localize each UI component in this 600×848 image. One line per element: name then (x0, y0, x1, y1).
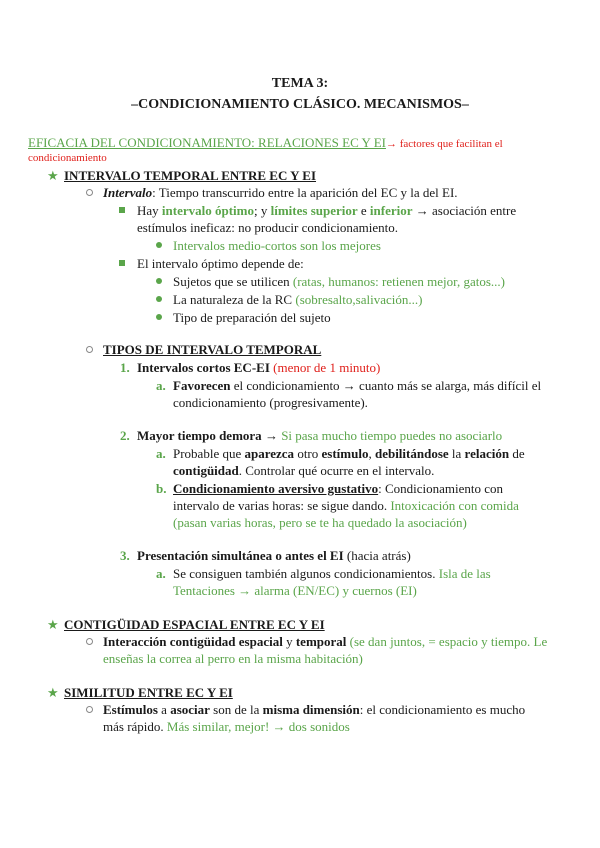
tipo3-bold: Presentación simultánea o antes el EI (137, 548, 344, 563)
hollow-circle-bullet-icon (86, 638, 93, 645)
tipo2b-line3: (pasan varias horas, pero se te ha quedado la asociación) (173, 515, 467, 530)
dot-bullet-icon (156, 242, 162, 248)
dot-bullet-icon (156, 296, 162, 302)
s3-line2-text: más rápido. (103, 719, 167, 734)
def-text: : Tiempo transcurrido entre la aparición del EC y la del EI. (152, 185, 458, 200)
section1-bullet2: El intervalo óptimo depende de: (137, 256, 304, 271)
tipo1-bold: Intervalos cortos EC-EI (137, 360, 270, 375)
s2-bold1: Interacción contigüidad espacial (103, 634, 283, 649)
section2-item-line2: enseñas la correa al perro en la misma habitación) (103, 651, 363, 666)
t2a-b3: debilitándose (374, 446, 449, 461)
section1-heading: INTERVALO TEMPORAL ENTRE EC Y EI (64, 168, 317, 183)
tipo1a-label: a. (156, 378, 166, 393)
tipo2b-line2 (173, 497, 519, 514)
section1-bullet2-sub1 (173, 273, 505, 290)
square-bullet-icon (119, 260, 125, 266)
b2s1-green: (ratas, humanos: retienen mejor, gatos...) (292, 274, 505, 289)
hollow-circle-bullet-icon (86, 189, 93, 196)
tipo2b-label: b. (156, 481, 167, 496)
b1-optimal: intervalo óptimo (161, 203, 254, 218)
section3-item-line2 (103, 718, 350, 735)
tipo1-line (137, 359, 380, 376)
tipo2-line (137, 427, 502, 444)
t2a-e: la (448, 446, 465, 461)
t2b-text: : Condicionamiento con (378, 481, 504, 496)
tipo1a-line (173, 377, 541, 394)
section2-item (103, 633, 547, 650)
section2-heading: CONTIGÜIDAD ESPACIAL ENTRE EC Y EI (64, 617, 325, 632)
t3a-text: Se consiguen también algunos condicionamientos. (173, 566, 439, 581)
hollow-circle-bullet-icon (86, 706, 93, 713)
t2a-line2-text: . Controlar qué ocurre en el intervalo. (238, 463, 435, 478)
section1-bullet1-line2: estímulos ineficaz: no producir condicionamiento. (137, 220, 399, 235)
s3-b: son de la (209, 702, 263, 717)
tipo2a-line2 (173, 462, 434, 479)
b1-text-b: ; y (254, 203, 271, 218)
section3-heading: SIMILITUD ENTRE EC Y EI (64, 685, 233, 700)
b1-text-a: Hay (137, 203, 162, 218)
section3-item (103, 701, 525, 718)
tipos-heading: TIPOS DE INTERVALO TEMPORAL (103, 342, 322, 357)
tipo2-arrow: → (261, 428, 282, 443)
b2s2-green: (sobresalto,salivación...) (295, 292, 423, 307)
dot-bullet-icon (156, 278, 162, 284)
star-bullet-icon: ★ (47, 685, 59, 700)
star-bullet-icon: ★ (47, 617, 59, 632)
section1-bullet2-sub2 (173, 291, 422, 308)
intro-heading: EFICACIA DEL CONDICIONAMIENTO: RELACIONES EC Y EI (28, 135, 386, 150)
dot-bullet-icon (156, 314, 162, 320)
tipo2a-line (173, 445, 525, 462)
s2-green: (se dan juntos, = espacio y tiempo. Le (346, 634, 548, 649)
tipo1a-line2: condicionamiento (progresivamente). (173, 395, 368, 410)
tipo3a-label: a. (156, 566, 166, 581)
s3-c: : el condicionamiento es mucho (359, 702, 526, 717)
square-bullet-icon (119, 207, 125, 213)
t2a-c: otro (294, 446, 322, 461)
tipo2a-label: a. (156, 446, 166, 461)
tipos-num-1: 1. (120, 360, 130, 375)
b2s1-text: Sujetos que se utilicen (173, 274, 293, 289)
hollow-circle-bullet-icon (86, 346, 93, 353)
tipo3-text: (hacia atrás) (343, 548, 411, 563)
tipo1-red: (menor de 1 minuto) (269, 360, 381, 375)
t2a-a: Probable que (173, 446, 245, 461)
section1-definition (103, 184, 458, 201)
star-bullet-icon: ★ (47, 168, 59, 183)
def-term: Intervalo (103, 185, 153, 200)
tipo3a-line2: Tentaciones → alarma (EN/EC) y cuernos (EI) (173, 583, 417, 598)
t2a-f: de (509, 446, 525, 461)
tipo2-green: Si pasa mucho tiempo puedes no asociarlo (281, 428, 503, 443)
tipo1a-bold: Favorecen (173, 378, 231, 393)
t2b-line2-green: Intoxicación con comida (390, 498, 519, 513)
t2a-contiguidad: contigüidad (173, 463, 239, 478)
t2a-b1: aparezca (244, 446, 295, 461)
t2a-b2: estímulo (321, 446, 369, 461)
section1-bullet1 (137, 202, 516, 219)
section1-bullet1-sub: Intervalos medio-cortos son los mejores (173, 238, 381, 253)
tipo2-bold: Mayor tiempo demora (137, 428, 262, 443)
s3-line2-green: Más similar, mejor! → dos sonidos (166, 719, 350, 734)
t2b-line2-text: intervalo de varias horas: se sigue dando. (173, 498, 391, 513)
tipos-num-3: 3. (120, 548, 130, 563)
tipo2b-line (173, 480, 503, 497)
t2b-heading: Condicionamiento aversivo gustativo (173, 481, 379, 496)
tipos-num-2: 2. (120, 428, 130, 443)
s3-b2: asociar (170, 702, 210, 717)
tipo3-line (137, 547, 411, 564)
s2-bold2: temporal (295, 634, 347, 649)
intro-arrow-note-cont: condicionamiento (28, 152, 107, 164)
b2s2-text: La naturaleza de la RC (173, 292, 296, 307)
tipo3a-line (173, 565, 491, 582)
s2-mid: y (282, 634, 296, 649)
t3a-green: Isla de las (438, 566, 491, 581)
s3-b3: misma dimensión (262, 702, 360, 717)
s3-b1: Estímulos (103, 702, 158, 717)
b1-text-d: → asociación entre (412, 203, 517, 218)
b1-text-c: e (357, 203, 370, 218)
title-line-1: TEMA 3: (271, 76, 329, 91)
s3-a: a (157, 702, 171, 717)
title-line-2: –CONDICIONAMIENTO CLÁSICO. MECANISMOS– (131, 97, 469, 112)
t2a-d: , (368, 446, 375, 461)
b1-upper: límites superior (270, 203, 358, 218)
t2a-b4: relación (464, 446, 510, 461)
intro-arrow-note: → factores que facilitan el (385, 138, 503, 150)
tipo1a-text: el condicionamiento → cuanto más se alarga, más difícil el (230, 378, 542, 393)
section1-bullet2-sub3: Tipo de preparación del sujeto (173, 310, 331, 325)
b1-lower: inferior (369, 203, 413, 218)
